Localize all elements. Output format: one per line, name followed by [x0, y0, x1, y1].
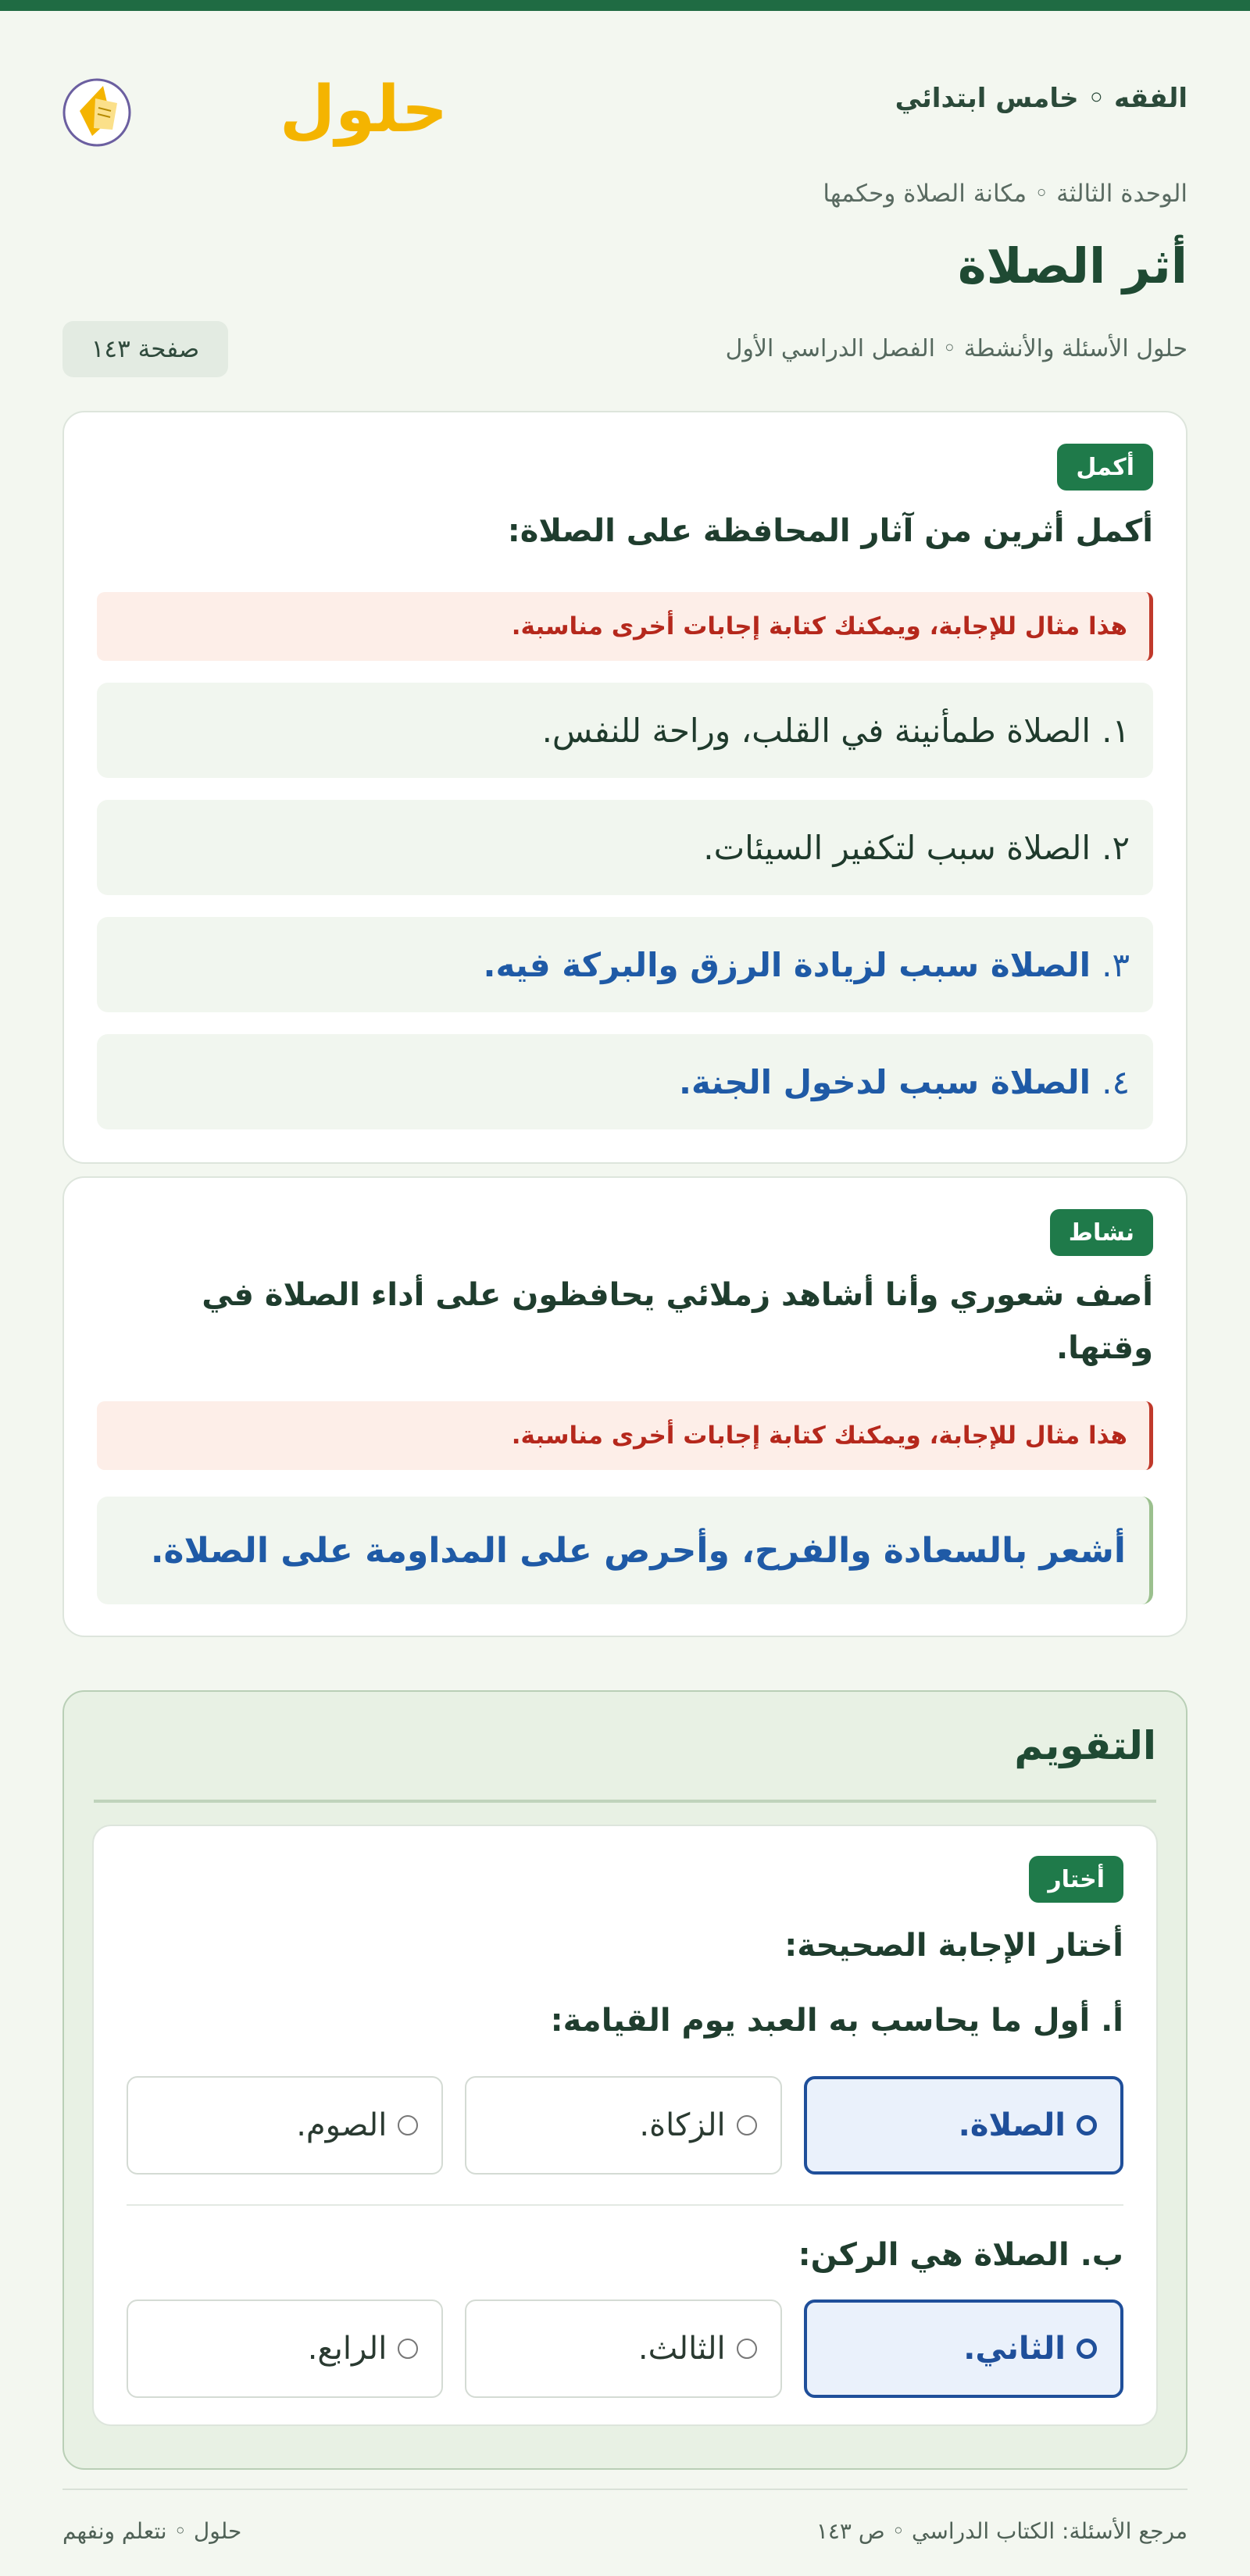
option-label: الثاني.	[963, 2331, 1066, 2367]
choose-instruction: أختار الإجابة الصحيحة:	[784, 1928, 1123, 1964]
activity-question: أصف شعوري وأنا أشاهد زملائي يحافظون على أداء الصلاة في وقتها.	[202, 1277, 1153, 1366]
radio-selected-icon	[1077, 2115, 1097, 2135]
options-b	[127, 2299, 1123, 2398]
answer-text: الصلاة سبب لزيادة الرزق والبركة فيه.	[483, 945, 1091, 984]
radio-icon	[398, 2115, 418, 2135]
answer-text: الصلاة سبب لدخول الجنة.	[678, 1062, 1091, 1101]
option-zakah[interactable]	[465, 2076, 781, 2175]
answer-item	[97, 683, 1153, 778]
subject-label: الفقه ◦ خامس ابتدائي	[895, 83, 1188, 114]
multiple-choice-card	[92, 1825, 1158, 2426]
footer-divider	[62, 2489, 1188, 2490]
option-label: الثالث.	[638, 2331, 726, 2367]
answer-number: ٤.	[1102, 1062, 1130, 1101]
answer-number: ١.	[1102, 711, 1130, 750]
page-number-badge: صفحة ١٤٣	[62, 321, 228, 377]
option-label: الصوم.	[296, 2107, 388, 2143]
page-meta: حلول الأسئلة والأنشطة ◦ الفصل الدراسي الأول	[725, 335, 1188, 362]
radio-selected-icon	[1077, 2339, 1097, 2359]
complete-question: أكمل أثرين من آثار المحافظة على الصلاة:	[507, 513, 1153, 549]
option-second[interactable]	[804, 2299, 1123, 2398]
option-sawm[interactable]	[127, 2076, 443, 2175]
answer-number: ٢.	[1102, 828, 1130, 867]
header	[62, 11, 1188, 187]
answer-item	[97, 917, 1153, 1012]
activity-tag: نشاط	[1050, 1209, 1153, 1256]
evaluation-divider	[94, 1800, 1156, 1803]
option-fourth[interactable]	[127, 2299, 443, 2398]
question-a: أ. أول ما يحاسب به العبد يوم القيامة:	[550, 2003, 1123, 2039]
option-label: الزكاة.	[639, 2107, 726, 2143]
footer-reference: مرجع الأسئلة: الكتاب الدراسي ◦ ص ١٤٣	[816, 2518, 1188, 2544]
option-salah[interactable]	[804, 2076, 1123, 2175]
page-title: أثر الصلاة	[958, 237, 1188, 294]
logo-text: حلول	[280, 73, 448, 147]
answer-item	[97, 1034, 1153, 1129]
question-divider	[127, 2204, 1123, 2206]
activity-card	[62, 1176, 1188, 1637]
complete-card	[62, 411, 1188, 1164]
example-note: هذا مثال للإجابة، ويمكنك كتابة إجابات أخرى مناسبة.	[97, 1401, 1153, 1470]
footer-brand: حلول ◦ نتعلم ونفهم	[62, 2518, 242, 2544]
radio-icon	[737, 2339, 757, 2359]
options-a	[127, 2076, 1123, 2175]
radio-icon	[398, 2339, 418, 2359]
option-third[interactable]	[465, 2299, 781, 2398]
evaluation-title: التقويم	[1014, 1723, 1156, 1768]
title-area	[62, 187, 1188, 363]
complete-tag: أكمل	[1057, 444, 1153, 491]
radio-icon	[737, 2115, 757, 2135]
top-accent-bar	[0, 0, 1250, 11]
activity-answer: أشعر بالسعادة والفرح، وأحرص على المداومة على الصلاة.	[97, 1497, 1153, 1604]
option-label: الصلاة.	[958, 2107, 1066, 2143]
evaluation-section	[62, 1690, 1188, 2470]
logo	[62, 64, 448, 150]
answer-text: الصلاة طمأنينة في القلب، وراحة للنفس.	[541, 711, 1091, 750]
answer-text: الصلاة سبب لتكفير السيئات.	[703, 828, 1091, 867]
option-label: الرابع.	[307, 2331, 388, 2367]
example-note: هذا مثال للإجابة، ويمكنك كتابة إجابات أخرى مناسبة.	[97, 592, 1153, 661]
answer-number: ٣.	[1102, 945, 1130, 984]
choose-tag: أختار	[1029, 1856, 1123, 1903]
breadcrumb: الوحدة الثالثة ◦ مكانة الصلاة وحكمها	[823, 180, 1188, 208]
page	[62, 11, 1188, 2544]
answer-item	[97, 800, 1153, 895]
question-b: ب. الصلاة هي الركن:	[798, 2237, 1123, 2273]
